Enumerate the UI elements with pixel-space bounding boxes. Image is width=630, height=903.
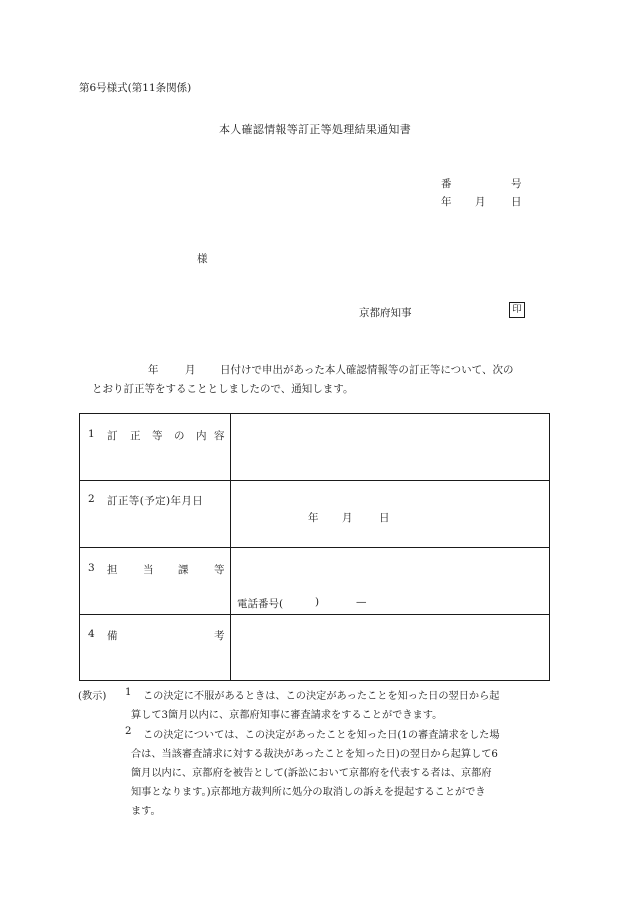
- row-label-char: 当: [143, 564, 154, 576]
- note-1-line1: この決定に不服があるときは、この決定があったことを知った日の翌日から起: [143, 691, 500, 702]
- column-divider: [230, 481, 231, 548]
- issue-date-month: 月: [475, 196, 486, 208]
- body-year: 年: [148, 364, 159, 376]
- note-2-number: 2: [125, 726, 132, 737]
- row-label-char: 等: [214, 564, 225, 576]
- body-paragraph-line2: とおり訂正等をすることとしましたので、通知します。: [92, 383, 354, 395]
- note-2-line1: この決定については、この決定があったことを知った日(1の審査請求をした場: [143, 730, 500, 741]
- phone-number-dash: —: [356, 596, 367, 608]
- note-2-line4: 知事となります。)京都地方裁判所に処分の取消しの訴えを提起することができ: [131, 787, 486, 798]
- row-number: 4: [88, 628, 95, 640]
- issuer-name: 京都府知事: [359, 307, 412, 319]
- notes-prefix: (教示): [78, 691, 107, 702]
- table-row-department: [80, 547, 549, 615]
- correction-date-year: 年: [308, 512, 319, 524]
- row-label-char: 訂: [107, 430, 118, 442]
- row-label-char: の: [174, 430, 185, 442]
- row-label-char: 容: [214, 430, 225, 442]
- addressee-honorific: 様: [197, 253, 208, 265]
- table-row-remarks: [80, 614, 549, 681]
- form-number-label: 第6号様式(第11条関係): [79, 82, 192, 94]
- issue-date-year: 年: [441, 196, 452, 208]
- row-number: 1: [88, 428, 95, 440]
- issue-date-day: 日: [511, 196, 522, 208]
- row-label-char: 内: [196, 430, 207, 442]
- table-row-correction-date: [80, 480, 549, 548]
- table-row-correction-content: [80, 414, 549, 480]
- row-label-char: 備: [107, 630, 118, 642]
- note-1-line2: 算して3箇月以内に、京都府知事に審査請求をすることができます。: [131, 710, 443, 721]
- note-2-line3: 箇月以内に、京都府を被告として(訴訟において京都府を代表する者は、京都府: [131, 768, 492, 779]
- row-label-char: 正: [130, 430, 141, 442]
- note-2-line2: 合は、当該審査請求に対する裁決があったことを知った日)の翌日から起算して6: [131, 749, 498, 760]
- column-divider: [230, 414, 231, 480]
- seal-mark: 印: [509, 302, 525, 318]
- row-label-char: 等: [152, 430, 163, 442]
- row-number: 3: [88, 562, 95, 574]
- note-2-line5: ます。: [131, 806, 161, 817]
- body-month: 月: [185, 364, 196, 376]
- row-label-char: 考: [214, 630, 225, 642]
- phone-number-close: ): [315, 596, 320, 608]
- document-title: 本人確認情報等訂正等処理結果通知書: [218, 123, 412, 136]
- column-divider: [230, 548, 231, 615]
- column-divider: [230, 615, 231, 681]
- correction-date-day: 日: [379, 512, 390, 524]
- row-label: 訂正等(予定)年月日: [107, 495, 204, 507]
- note-1-number: 1: [125, 687, 132, 698]
- document-number-label: 番: [441, 178, 452, 190]
- detail-table: [79, 413, 550, 681]
- row-label-char: 課: [178, 564, 189, 576]
- row-number: 2: [88, 493, 95, 505]
- document-number-suffix: 号: [511, 178, 522, 190]
- body-text-line1: 日付けで申出があった本人確認情報等の訂正等について、次の: [220, 364, 514, 376]
- correction-date-month: 月: [342, 512, 353, 524]
- row-label-char: 担: [107, 564, 118, 576]
- phone-number-label: 電話番号(: [237, 598, 284, 610]
